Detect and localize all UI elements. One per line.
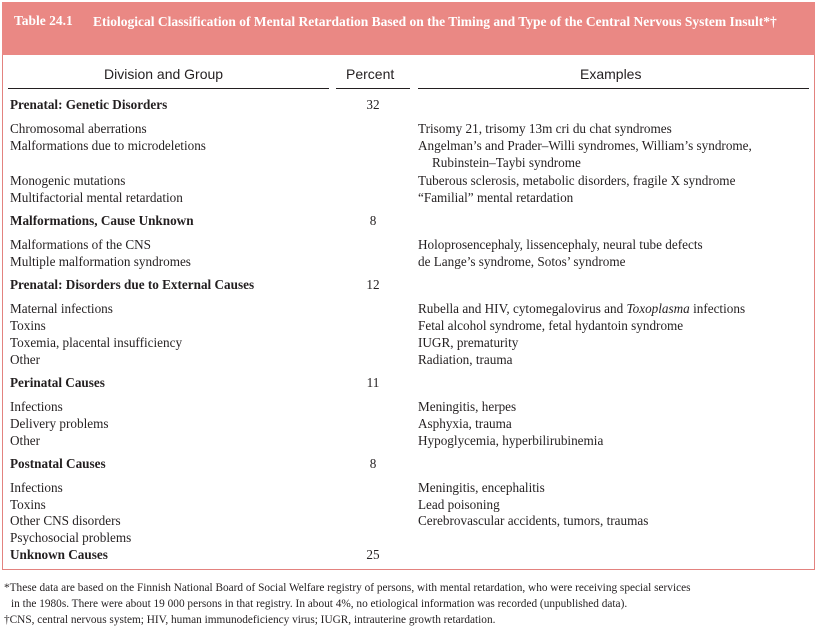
group-label: Psychosocial problems xyxy=(10,530,132,545)
table-title: Etiological Classification of Mental Retardation Based on the Timing and Type of the Central Nervous System Insult*† xyxy=(93,14,777,29)
footnote: in the 1980s. There were about 19 000 persons in that registry. In about 4%, no etiological information was recorded (unpublished data). xyxy=(11,598,628,610)
group-label: Infections xyxy=(10,480,63,495)
example-text: Meningitis, herpes xyxy=(418,399,517,414)
group-label: Other CNS disorders xyxy=(10,513,121,528)
header-rule-examples xyxy=(418,88,809,89)
header-rule-division xyxy=(8,88,329,89)
example-text: Fetal alcohol syndrome, fetal hydantoin syndrome xyxy=(418,318,684,333)
section-percent: 25 xyxy=(366,547,380,562)
group-label: Delivery problems xyxy=(10,416,109,431)
section-heading: Perinatal Causes xyxy=(10,375,105,390)
section-heading: Prenatal: Disorders due to External Causes xyxy=(10,277,255,292)
example-text: “Familial” mental retardation xyxy=(418,190,574,205)
group-label: Toxins xyxy=(10,497,46,512)
group-label: Toxins xyxy=(10,318,46,333)
example-text-part: infections xyxy=(689,301,746,316)
group-label: Malformations of the CNS xyxy=(10,237,152,252)
example-text: IUGR, prematurity xyxy=(418,335,519,350)
header-percent: Percent xyxy=(346,66,395,82)
example-text: Holoprosencephaly, lissencephaly, neural tube defects xyxy=(418,237,703,252)
example-text xyxy=(418,300,745,317)
section-heading: Malformations, Cause Unknown xyxy=(10,213,194,228)
section-percent: 32 xyxy=(366,97,380,112)
example-text: Hypoglycemia, hyperbilirubinemia xyxy=(418,433,604,448)
example-text: Angelman’s and Prader–Willi syndromes, William’s syndrome, xyxy=(418,138,752,153)
section-percent: 11 xyxy=(366,375,380,390)
example-text: Asphyxia, trauma xyxy=(418,416,512,431)
section-heading: Postnatal Causes xyxy=(10,456,106,471)
example-text: Meningitis, encephalitis xyxy=(418,480,545,495)
group-label: Malformations due to microdeletions xyxy=(10,138,206,153)
section-percent: 8 xyxy=(369,456,377,471)
section-percent: 12 xyxy=(366,277,380,292)
group-label: Multifactorial mental retardation xyxy=(10,190,183,205)
header-division: Division and Group xyxy=(104,66,224,82)
example-text: Lead poisoning xyxy=(418,497,500,512)
table-number: Table 24.1 xyxy=(14,13,73,28)
example-text: Radiation, trauma xyxy=(418,352,513,367)
section-heading: Unknown Causes xyxy=(10,547,108,562)
section-heading: Prenatal: Genetic Disorders xyxy=(10,97,168,112)
group-label: Toxemia, placental insufficiency xyxy=(10,335,183,350)
footnote: *These data are based on the Finnish National Board of Social Welfare registry of persons, with mental retardation, who were receiving special services xyxy=(4,582,691,594)
group-label: Infections xyxy=(10,399,63,414)
group-label: Maternal infections xyxy=(10,301,113,316)
example-text: Tuberous sclerosis, metabolic disorders, fragile X syndrome xyxy=(418,173,736,188)
example-text: de Lange’s syndrome, Sotos’ syndrome xyxy=(418,254,626,269)
group-label: Monogenic mutations xyxy=(10,173,126,188)
footnote: †CNS, central nervous system; HIV, human immunodeficiency virus; IUGR, intrauterine growth retardation. xyxy=(4,614,496,626)
group-label: Chromosomal aberrations xyxy=(10,121,147,136)
header-examples: Examples xyxy=(580,66,642,82)
example-text-continued: Rubinstein–Taybi syndrome xyxy=(432,155,581,170)
example-text: Trisomy 21, trisomy 13m cri du chat syndromes xyxy=(418,121,672,136)
group-label: Other xyxy=(10,433,41,448)
header-rule-percent xyxy=(336,88,410,89)
table-title-bar xyxy=(2,2,815,55)
example-text: Cerebrovascular accidents, tumors, traumas xyxy=(418,513,649,528)
example-text-part: Rubella and HIV, cytomegalovirus and xyxy=(418,301,627,316)
section-percent: 8 xyxy=(369,213,377,228)
example-text-italic: Toxoplasma xyxy=(626,301,690,316)
group-label: Other xyxy=(10,352,41,367)
group-label: Multiple malformation syndromes xyxy=(10,254,191,269)
